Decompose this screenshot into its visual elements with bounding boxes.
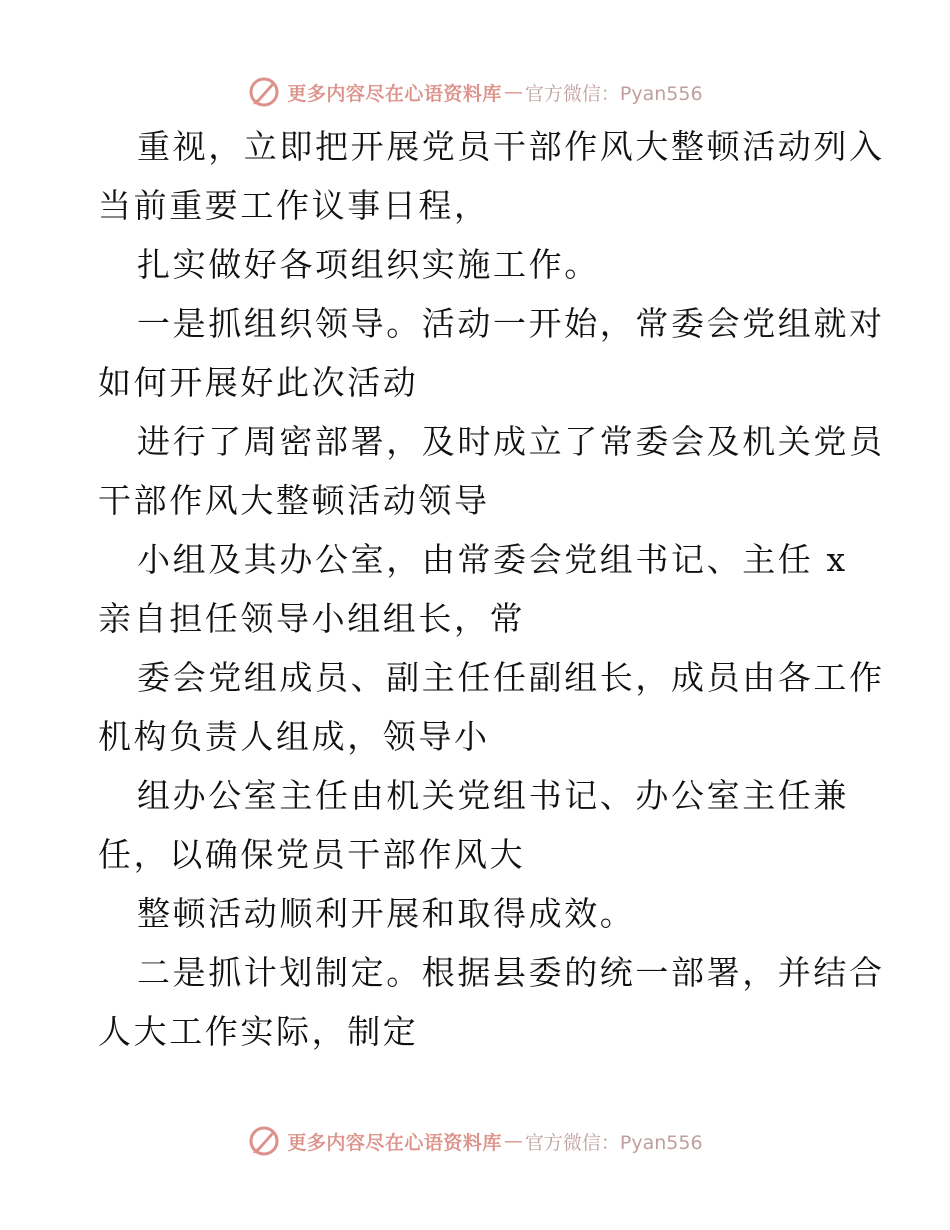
text-line: 进行了周密部署，及时成立了常委会及机关党员	[137, 422, 885, 461]
watermark-contact: 官方微信：Pyan556	[524, 82, 703, 105]
text-line: 机构负责人组成，领导小	[98, 717, 490, 756]
text-line: 扎实做好各项组织实施工作。	[137, 245, 600, 284]
text-line: 一是抓组织领导。活动一开始，常委会党组就对	[137, 304, 885, 343]
text-line: 委会党组成员、副主任任副组长，成员由各工作	[137, 658, 885, 697]
watermark-main-text: 更多内容尽在心语资料库	[287, 1131, 502, 1154]
text-line: 重视，立即把开展党员干部作风大整顿活动列入	[137, 127, 885, 166]
watermark-dash: —	[503, 81, 523, 103]
text-line: 人大工作实际，制定	[98, 1012, 419, 1051]
text-line: 小组及其办公室，由常委会党组书记、主任 x	[137, 540, 848, 579]
text-line: 二是抓计划制定。根据县委的统一部署，并结合	[137, 953, 885, 992]
watermark-contact: 官方微信：Pyan556	[524, 1131, 703, 1154]
text-line: 如何开展好此次活动	[98, 363, 419, 402]
text-line: 组办公室主任由机关党组书记、办公室主任兼	[137, 776, 849, 815]
footer-watermark	[0, 1121, 950, 1161]
quill-pen-circle-icon	[247, 75, 281, 109]
document-body	[98, 117, 885, 1061]
header-watermark	[0, 72, 950, 112]
watermark-main-text: 更多内容尽在心语资料库	[287, 82, 502, 105]
text-line: 整顿活动顺利开展和取得成效。	[137, 894, 636, 933]
text-line: 当前重要工作议事日程，	[98, 186, 490, 225]
watermark-dash: —	[503, 1130, 523, 1152]
text-line: 干部作风大整顿活动领导	[98, 481, 490, 520]
quill-pen-circle-icon	[247, 1124, 281, 1158]
text-line: 任，以确保党员干部作风大	[98, 835, 526, 874]
text-line: 亲自担任领导小组组长，常	[98, 599, 526, 638]
